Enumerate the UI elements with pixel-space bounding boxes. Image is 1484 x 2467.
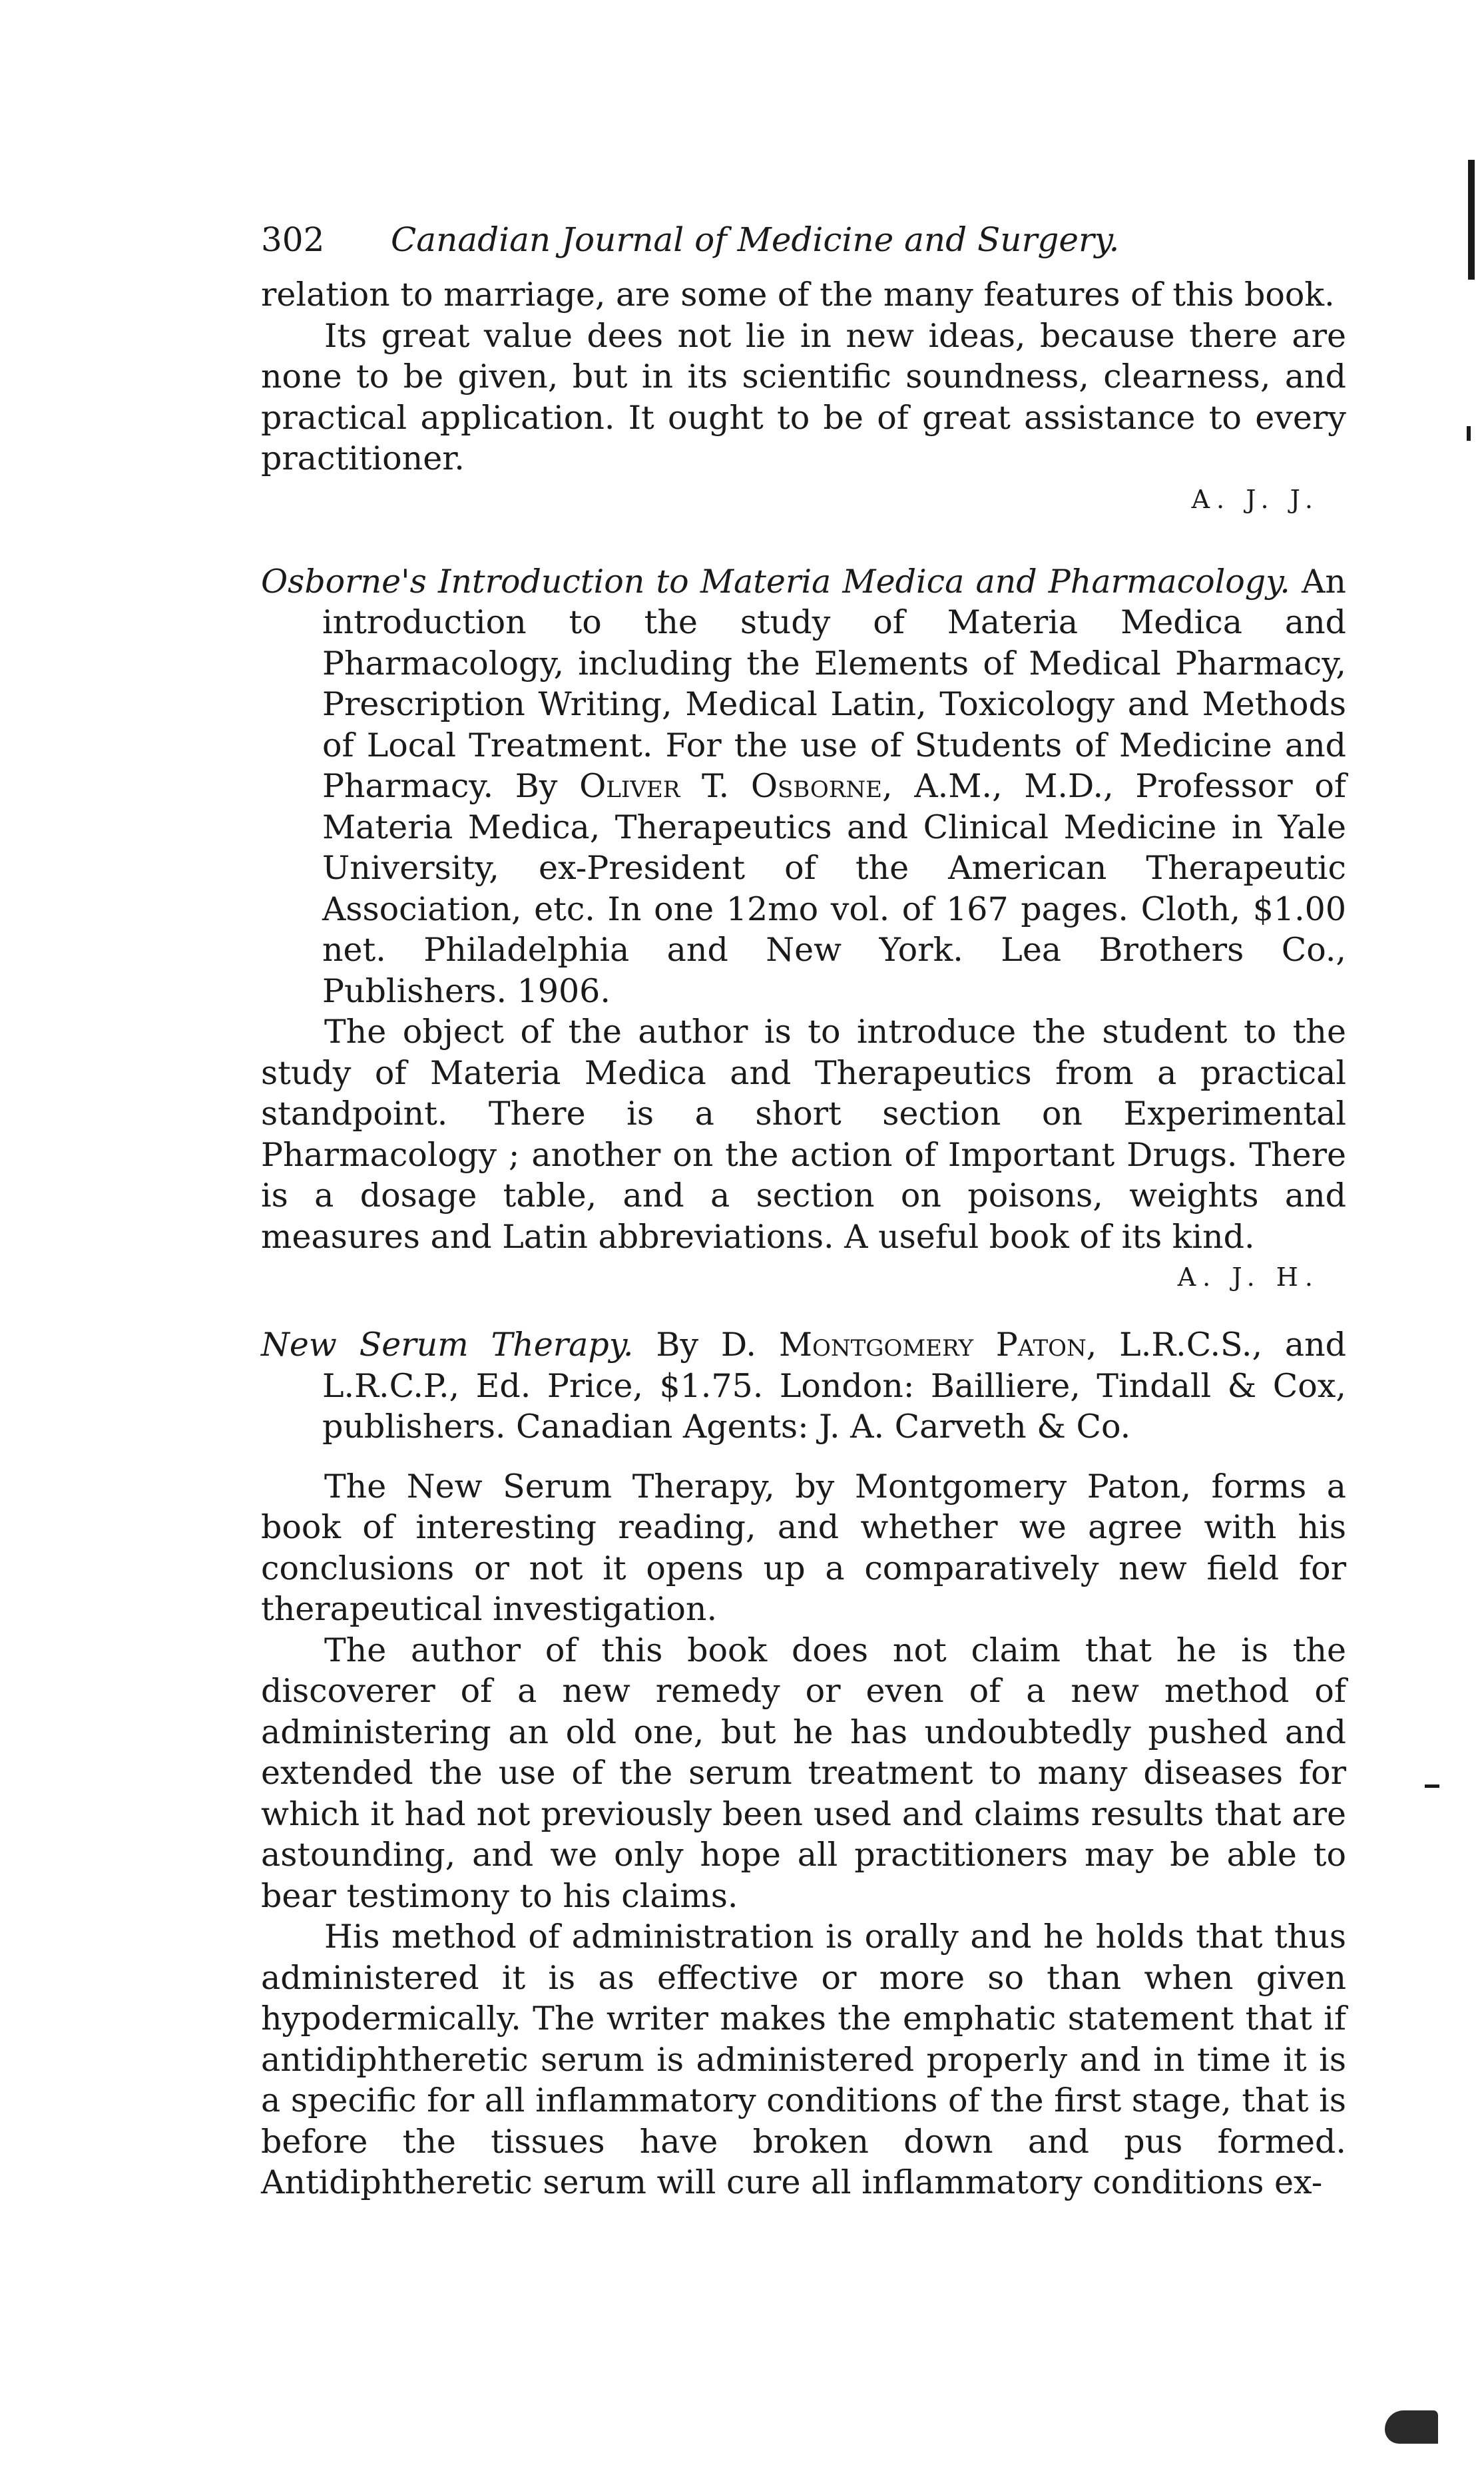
review1-paragraph: Its great value dees not lie in new ideas, because there are none to be given, but in its scientific soundness, clearness, and practical application. It ought to be of great assistance to every practitioner.	[261, 316, 1346, 477]
page	[261, 220, 1346, 2203]
review2-signature: A. J. H.	[1177, 1262, 1320, 1292]
scan-margin-dash	[1425, 1784, 1439, 1788]
review3-citation-post: , L.R.C.S., and L.R.C.P., Ed. Price, $1.75. London: Bailliere, Tindall & Cox, publishers. Canadian Agents: J. A. Carveth & Co.	[322, 1326, 1347, 1446]
review2-author: Oliver T. Osborne	[579, 767, 882, 805]
review3-author: Montgomery Paton	[778, 1326, 1087, 1364]
running-header	[261, 220, 1346, 260]
review3-paragraph-1: The New Serum Therapy, by Montgomery Paton, forms a book of interesting reading, and whether we agree with his conclusions or not it opens up a comparatively new field for therapeutical investigation.	[261, 1467, 1346, 1628]
review3-paragraph-2: The author of this book does not claim that he is the discoverer of a new remedy or even of a new method of administering an old one, but he has undoubtedly pushed and extended the use of the serum treatment to many diseases for which it had not previously been used and claims results that are astounding, and we only hope all practitioners may be able to bear testimony to his claims.	[261, 1631, 1346, 1915]
review3-citation	[261, 1324, 1346, 1448]
journal-title: Canadian Journal of Medicine and Surgery.	[391, 220, 1120, 259]
review3-title: New Serum Therapy.	[261, 1326, 634, 1364]
review3-by: By D.	[656, 1326, 756, 1364]
review1-continued-text: relation to marriage, are some of the many features of this book.	[261, 276, 1335, 314]
scan-edge-mark	[1468, 160, 1475, 280]
review2-citation	[261, 561, 1346, 1012]
review2-citation-pre: An introduction to the study of Materia Medica and Pharmacology, including the Elements of Medical Pharmacy, Prescription Writing, Medical Latin, Toxicology and Methods of Local Treatment. For the use of Students of Medicine and Pharmacy. By	[322, 562, 1346, 805]
review3-paragraph-3: His method of administration is orally and he holds that thus administered it is as effective or more so than when given hypodermically. The writer makes the emphatic statement that if antidiphtheretic serum is administered properly and in time it is a specific for all inflammatory conditions of the first stage, that is before the tissues have broken down and pus formed. Antidiphtheretic serum will cure all inflammatory conditions ex-	[261, 1918, 1346, 2201]
review2-title: Osborne's Introduction to Materia Medica and Pharmacology.	[261, 562, 1290, 601]
scan-edge-dot	[1467, 426, 1471, 441]
review1-signature: A. J. J.	[1191, 484, 1320, 514]
scan-corner-smudge	[1385, 2410, 1438, 2444]
review2-body: The object of the author is to introduce the student to the study of Materia Medica and Therapeutics from a practical standpoint. There is a short section on Experimental Pharmacology ; another on the action of Important Drugs. There is a dosage table, and a section on poisons, weights and measures and Latin abbreviations. A useful book of its kind.	[261, 1013, 1346, 1256]
page-number: 302	[261, 220, 325, 259]
review2-citation-post: , A.M., M.D., Professor of Materia Medica, Therapeutics and Clinical Medicine in Yale University, ex-President of the American Therapeutic Association, etc. In one 12mo vol. of 167 pages. Cloth, $1.00 net. Philadelphia and New York. Lea Brothers Co., Publishers. 1906.	[322, 767, 1347, 1010]
